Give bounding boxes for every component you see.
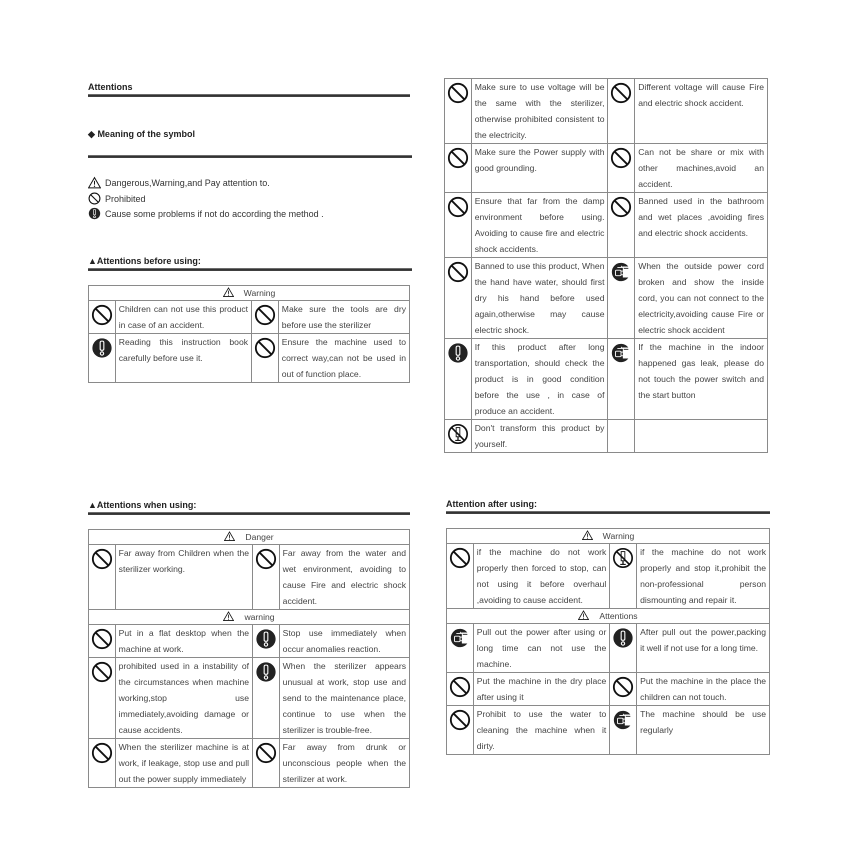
- icon-cell: [445, 339, 472, 420]
- icon-cell: [445, 258, 472, 339]
- after-using-rule: [446, 511, 770, 514]
- table-row: [445, 258, 768, 339]
- instruction-text: Pull out the power after using or long time can not use the machine.: [473, 624, 610, 673]
- table-row: [89, 658, 410, 739]
- table-row: [447, 544, 770, 609]
- prohibited-icon: [610, 147, 632, 169]
- table-header: [89, 530, 410, 545]
- when-using-table: [88, 529, 410, 788]
- legend-item-prohibited: [88, 192, 146, 205]
- instruction-text: Stop use immediately when occur anomalies reaction.: [279, 625, 409, 658]
- instruction-text: Put the machine in the dry place after using it: [473, 673, 610, 706]
- prohibited-icon: [449, 676, 471, 698]
- icon-cell: [608, 339, 635, 420]
- table-row: [447, 624, 770, 673]
- warning-triangle-icon: [223, 287, 234, 297]
- instruction-text: Can not be share or mix with other machines,avoid an accident.: [635, 144, 768, 193]
- icon-cell: [89, 739, 116, 788]
- icon-cell: [89, 334, 116, 383]
- icon-cell: [447, 673, 474, 706]
- icon-cell: [447, 706, 474, 755]
- prohibited-icon: [612, 676, 634, 698]
- exclamation-icon: [447, 342, 469, 364]
- before-using-rule: [88, 268, 412, 271]
- icon-cell: [447, 624, 474, 673]
- table-header-label: Attentions: [599, 611, 638, 621]
- icon-cell: [253, 739, 280, 788]
- icon-cell: [608, 420, 635, 453]
- instruction-text: Far away from Children when the sterilizer working.: [115, 545, 252, 610]
- prohibited-icon: [91, 742, 113, 764]
- prohibited-icon: [449, 547, 471, 569]
- table-header-label: Warning: [602, 531, 635, 541]
- icon-cell: [253, 625, 280, 658]
- before-using-table: [88, 285, 410, 383]
- icon-cell: [445, 144, 472, 193]
- instruction-text: Put the machine in the place the children can not touch.: [637, 673, 770, 706]
- instruction-text: if the machine do not work properly then forced to stop, can not using it before overhaul ,avoiding to cause accident.: [473, 544, 610, 609]
- icon-cell: [252, 334, 279, 383]
- prohibited-icon: [447, 147, 469, 169]
- icon-cell: [253, 545, 280, 610]
- icon-cell: [608, 193, 635, 258]
- table-header-row: [447, 609, 770, 624]
- table-row: [445, 420, 768, 453]
- instruction-text: [635, 420, 768, 453]
- table-header-label: Warning: [243, 288, 276, 298]
- table-row: [445, 193, 768, 258]
- icon-cell: [608, 79, 635, 144]
- continued-table: [444, 78, 768, 453]
- prohibited-icon: [610, 82, 632, 104]
- instruction-text: Children can not use this product in case of an accident.: [115, 301, 251, 334]
- table-row: [445, 339, 768, 420]
- prohibited-icon: [254, 337, 276, 359]
- icon-cell: [610, 673, 637, 706]
- icon-cell: [252, 301, 279, 334]
- instruction-text: The machine should be use regularly: [637, 706, 770, 755]
- instruction-text: Make sure the Power supply with good grounding.: [471, 144, 608, 193]
- icon-cell: [610, 706, 637, 755]
- table-header-row: [447, 529, 770, 544]
- prohibited-icon: [91, 661, 113, 683]
- warning-triangle-icon: [88, 176, 101, 189]
- table-row: [447, 673, 770, 706]
- instruction-text: Prohibit to use the water to cleaning the machine when it dirty.: [473, 706, 610, 755]
- table-row: [445, 79, 768, 144]
- icon-cell: [608, 258, 635, 339]
- prohibited-icon: [449, 709, 471, 731]
- prohibited-icon: [88, 192, 101, 205]
- instruction-text: Make sure to use voltage will be the same with the sterilizer, otherwise prohibited consistent to the electricity.: [471, 79, 608, 144]
- table-header-row: [89, 610, 410, 625]
- prohibited-icon: [91, 628, 113, 650]
- icon-cell: [89, 625, 116, 658]
- title-rule: [88, 94, 410, 97]
- icon-cell: [445, 420, 472, 453]
- instruction-text: When the sterilizer machine is at work, if leakage, stop use and pull out the power supply immediately: [115, 739, 252, 788]
- page-title: Attentions: [88, 82, 133, 92]
- table-header-label: warning: [244, 612, 275, 622]
- prohibited-icon: [610, 196, 632, 218]
- table-row: [89, 301, 410, 334]
- when-using-title: ▲Attentions when using:: [88, 500, 197, 510]
- table-header: [89, 610, 410, 625]
- after-using-table: [446, 528, 770, 755]
- after-using-title: Attention after using:: [446, 499, 537, 509]
- table-header-row: [89, 286, 410, 301]
- icon-cell: [253, 658, 280, 739]
- prohibited-icon: [447, 82, 469, 104]
- unplug-icon: [610, 261, 632, 283]
- table-header: [89, 286, 410, 301]
- when-using-rule: [88, 512, 410, 515]
- table-row: [89, 739, 410, 788]
- no-disassembly-icon: [612, 547, 634, 569]
- prohibited-icon: [91, 304, 113, 326]
- icon-cell: [445, 79, 472, 144]
- exclamation-icon: [88, 207, 101, 220]
- warning-triangle-icon: [223, 611, 234, 621]
- symbol-section-title: [88, 129, 195, 140]
- table-row: [89, 625, 410, 658]
- instruction-text: Don't transform this product by yourself.: [471, 420, 608, 453]
- instruction-text: Far away from drunk or unconscious people when the sterilizer at work.: [279, 739, 409, 788]
- icon-cell: [610, 544, 637, 609]
- instruction-text: Far away from the water and wet environment, avoiding to cause Fire and electric shock accident.: [279, 545, 409, 610]
- symbol-section-label: Meaning of the symbol: [97, 129, 195, 139]
- prohibited-icon: [447, 196, 469, 218]
- instruction-text: Banned used in the bathroom and wet places ,avoiding fires and electric shock accidents.: [635, 193, 768, 258]
- prohibited-icon: [254, 304, 276, 326]
- icon-cell: [610, 624, 637, 673]
- icon-cell: [608, 144, 635, 193]
- warning-triangle-icon: [224, 531, 235, 541]
- icon-cell: [445, 193, 472, 258]
- instruction-text: Make sure the tools are dry before use the sterilizer: [278, 301, 409, 334]
- instruction-text: If the machine in the indoor happened gas leak, please do not touch the power switch and the start button: [635, 339, 768, 420]
- instruction-text: Banned to use this product, When the hand have water, should first dry his hand before used again,otherwise may cause electric shock.: [471, 258, 608, 339]
- instruction-text: When the outside power cord broken and show the inside cord, you can not connect to the electricity,avoiding cause Fire or electric shock accident: [635, 258, 768, 339]
- table-header-label: Danger: [245, 532, 274, 542]
- table-header: [447, 609, 770, 624]
- table-header-row: [89, 530, 410, 545]
- instruction-text: Put in a flat desktop when the machine at work.: [115, 625, 252, 658]
- exclamation-icon: [612, 627, 634, 649]
- instruction-text: Different voltage will cause Fire and electric shock accident.: [635, 79, 768, 144]
- icon-cell: [89, 301, 116, 334]
- instruction-text: Reading this instruction book carefully before use it.: [115, 334, 251, 383]
- table-row: [445, 144, 768, 193]
- unplug-icon: [612, 709, 634, 731]
- table-header: [447, 529, 770, 544]
- no-disassembly-icon: [447, 423, 469, 445]
- instruction-text: After pull out the power,packing it well if not use for a long time.: [637, 624, 770, 673]
- instruction-text: When the sterilizer appears unusual at work, stop use and send to the maintenance place, continue to use when the sterilizer is trouble-free.: [279, 658, 409, 739]
- icon-cell: [447, 544, 474, 609]
- exclamation-icon: [255, 661, 277, 683]
- symbol-section-rule: [88, 155, 412, 158]
- legend-text: Prohibited: [105, 193, 146, 204]
- table-row: [447, 706, 770, 755]
- exclamation-icon: [255, 628, 277, 650]
- unplug-icon: [449, 627, 471, 649]
- table-row: [89, 545, 410, 610]
- legend-item-warning: [88, 176, 270, 189]
- instruction-text: prohibited used in a instability of the circumstances when machine working,stop use immediately,avoiding damage or cause accidents.: [115, 658, 252, 739]
- prohibited-icon: [255, 742, 277, 764]
- icon-cell: [89, 658, 116, 739]
- instruction-text: Ensure the machine used to correct way,can not be used in out of function place.: [278, 334, 409, 383]
- instruction-text: if the machine do not work properly and stop it,prohibit the non-professional person dismounting and repair it.: [637, 544, 770, 609]
- prohibited-icon: [447, 261, 469, 283]
- diamond-bullet-icon: ◆: [88, 129, 95, 139]
- prohibited-icon: [91, 548, 113, 570]
- before-using-title: ▲Attentions before using:: [88, 256, 201, 266]
- table-row: [89, 334, 410, 383]
- prohibited-icon: [255, 548, 277, 570]
- instruction-text: Ensure that far from the damp environment before using. Avoiding to cause fire and electric shock accidents.: [471, 193, 608, 258]
- legend-text: Dangerous,Warning,and Pay attention to.: [105, 177, 270, 188]
- icon-cell: [89, 545, 116, 610]
- unplug-icon: [610, 342, 632, 364]
- warning-triangle-icon: [582, 530, 593, 540]
- warning-triangle-icon: [578, 610, 589, 620]
- instruction-text: If this product after long transportation, should check the product is in good condition before the use , in case of produce an accident.: [471, 339, 608, 420]
- legend-item-exclamation: [88, 207, 324, 220]
- exclamation-icon: [91, 337, 113, 359]
- legend-text: Cause some problems if not do according the method .: [105, 208, 324, 219]
